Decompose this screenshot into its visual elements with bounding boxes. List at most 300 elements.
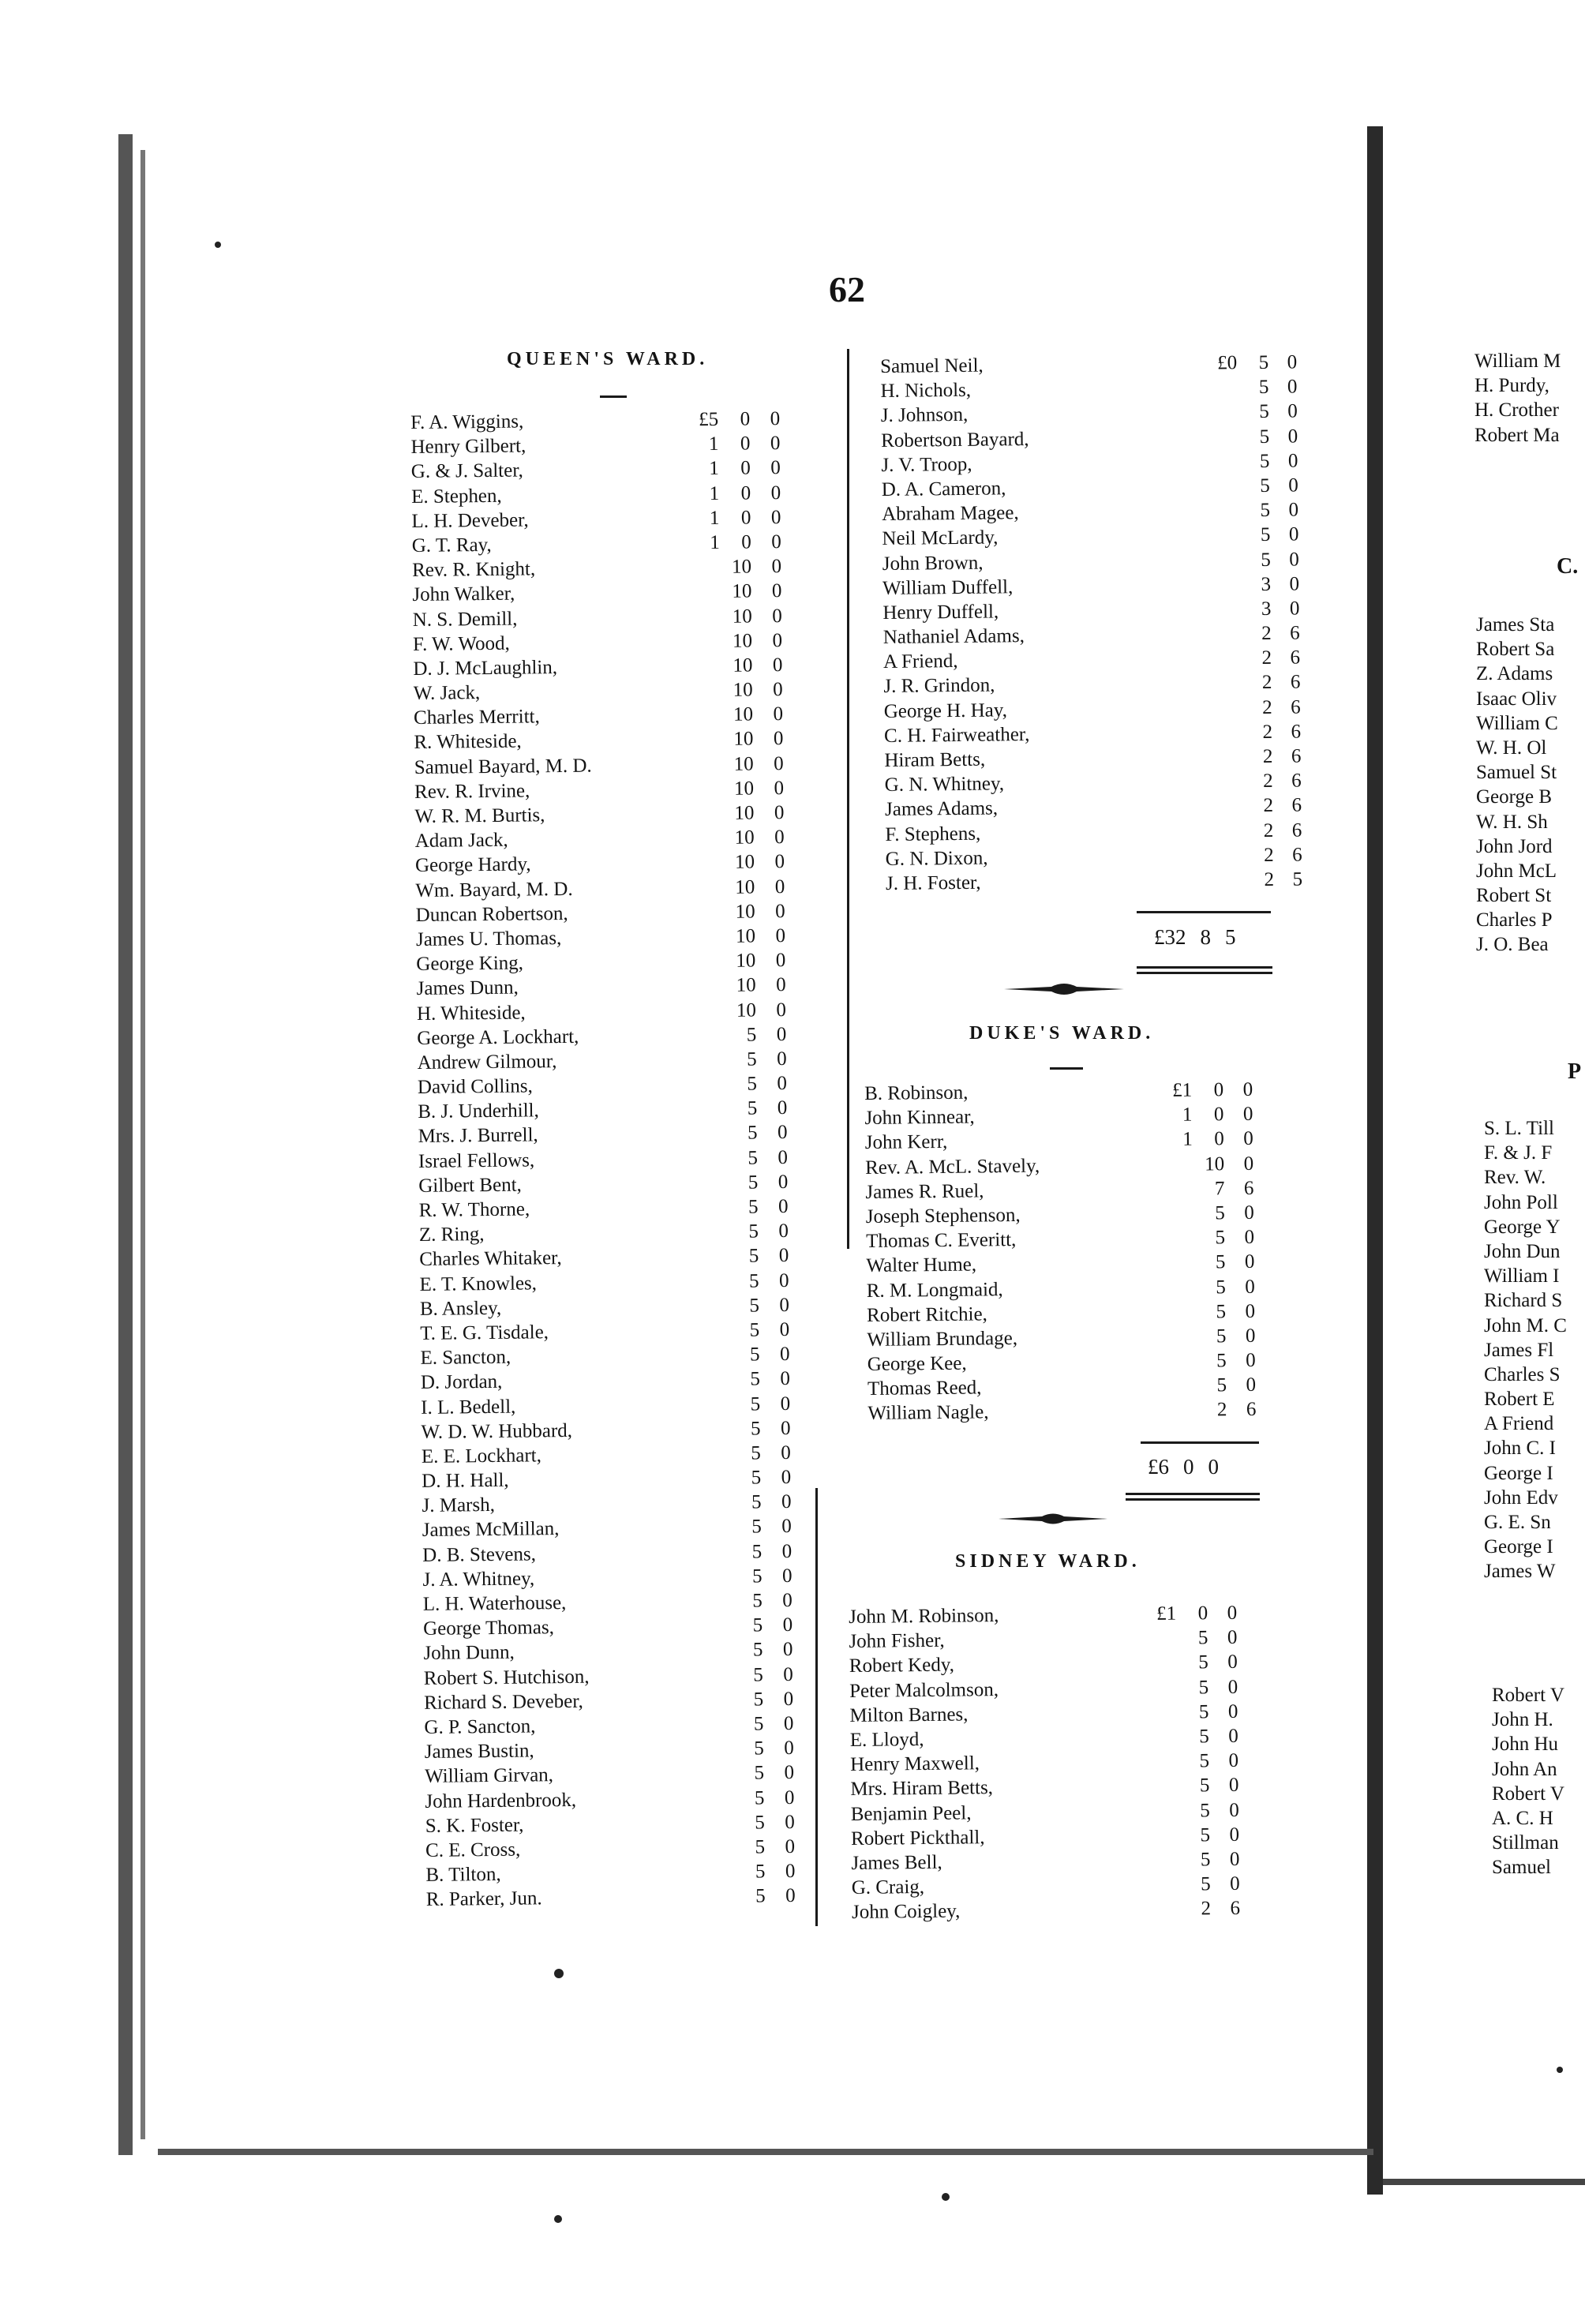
donor-name: E. Stephen, (411, 485, 502, 508)
queens-total-shillings: 8 (1200, 925, 1211, 949)
amount-shillings: 5 (747, 1122, 758, 1145)
facing-page-name: Samuel (1492, 1857, 1551, 1879)
queens-ward-row (415, 874, 810, 902)
amount-shillings: 5 (750, 1368, 761, 1390)
scan-speck (554, 2215, 562, 2223)
donor-name: Samuel Bayard, M. D. (414, 755, 592, 778)
queens-ward-row (422, 1563, 817, 1591)
amount-pence: 0 (1228, 1725, 1238, 1747)
column-rule-upper (847, 349, 849, 1249)
dukes-total-pence: 0 (1208, 1455, 1219, 1479)
amount-shillings: 10 (733, 679, 753, 701)
amount-pence: 0 (1245, 1325, 1256, 1347)
donor-name: James Adams, (884, 797, 999, 821)
amount-shillings: 0 (740, 482, 751, 504)
queens-ward-row (414, 800, 809, 829)
amount-shillings: 5 (1198, 1651, 1208, 1674)
queens-total-double-rule (1137, 966, 1272, 974)
donor-name: R. Parker, Jun. (425, 1887, 542, 1911)
facing-page-name: George Y (1484, 1216, 1561, 1238)
donor-name: J. H. Foster, (885, 872, 981, 894)
amount-shillings: 5 (752, 1614, 763, 1636)
scan-speck (942, 2193, 950, 2201)
left-page-edge (118, 134, 133, 2155)
queens-ward-row (418, 1170, 813, 1198)
amount-shillings: 10 (734, 851, 755, 874)
amount-pence: 0 (1289, 598, 1300, 620)
donor-name: D. J. McLaughlin, (413, 656, 558, 680)
column-rule-lower (815, 1488, 818, 1926)
donor-name: James R. Ruel, (865, 1180, 984, 1203)
amount-shillings: 5 (1260, 524, 1271, 546)
amount-shillings: 5 (750, 1418, 761, 1440)
amount-pence: 6 (1290, 647, 1301, 669)
donor-name: Robert Kedy, (849, 1654, 955, 1677)
amount-pence: 0 (785, 1811, 795, 1833)
amount-shillings: 5 (751, 1442, 761, 1464)
facing-page-name: A Friend (1484, 1413, 1554, 1435)
amount-pence: 0 (783, 1688, 794, 1710)
facing-page-name: John Dun (1484, 1240, 1561, 1262)
amount-shillings: 5 (1215, 1227, 1226, 1249)
amount-pence: 0 (784, 1737, 794, 1760)
donor-name: W. D. W. Hubbard, (421, 1419, 573, 1443)
donor-name: Henry Gilbert, (410, 435, 526, 459)
donor-name: William Nagle, (867, 1401, 989, 1425)
amount-pence: 0 (770, 408, 781, 430)
amount-pence: 0 (770, 482, 781, 504)
amount-shillings: 10 (734, 802, 755, 824)
donor-name: Adam Jack, (414, 829, 508, 853)
dukes-total-rule (1141, 1441, 1259, 1444)
donor-name: Henry Maxwell, (849, 1752, 980, 1776)
queens-ward-row (411, 480, 806, 508)
amount-shillings: 2 (1216, 1399, 1227, 1421)
donor-name: Walter Hume, (866, 1254, 977, 1277)
donor-name: Joseph Stephenson, (865, 1204, 1021, 1228)
donor-name: J. V. Troop, (881, 453, 972, 476)
donor-name: Mrs. J. Burrell, (418, 1124, 538, 1148)
amount-shillings: 5 (1260, 474, 1270, 497)
facing-page-name: Robert V (1492, 1782, 1564, 1805)
amount-pounds: £1 (1171, 1079, 1193, 1101)
amount-shillings: 5 (1200, 1799, 1210, 1821)
amount-pence: 0 (785, 1861, 796, 1883)
facing-page-name: George I (1484, 1462, 1553, 1484)
facing-page-block-3 (1484, 1116, 1585, 1584)
amount-shillings: 10 (735, 901, 755, 923)
donor-name: N. S. Demill, (412, 608, 518, 631)
amount-shillings: 5 (748, 1147, 759, 1169)
amount-shillings: 5 (752, 1590, 763, 1612)
queens-ward-row (422, 1441, 816, 1469)
donor-name: R. M. Longmaid, (866, 1278, 1003, 1302)
donor-name: C. H. Fairweather, (883, 723, 1030, 747)
amount-shillings: 5 (748, 1196, 759, 1218)
donor-name: J. Marsh, (422, 1494, 496, 1517)
amount-shillings: 0 (740, 507, 751, 529)
amount-pence: 0 (774, 827, 785, 849)
queens-ward-row (419, 1268, 814, 1296)
dukes-total-double-rule (1126, 1493, 1260, 1501)
queens-ward-row (418, 1096, 812, 1124)
queens-ward-row (422, 1465, 816, 1494)
amount-shillings: 0 (740, 457, 751, 479)
amount-shillings: 5 (749, 1344, 760, 1366)
queens-ward-row (417, 973, 811, 1001)
queens-ward-row (422, 1539, 817, 1567)
amount-pence: 6 (1291, 819, 1302, 842)
queens-ward-row (415, 825, 810, 853)
amount-pence: 0 (1243, 1128, 1253, 1150)
queens-ward-row (414, 702, 808, 730)
amount-shillings: 10 (736, 999, 757, 1021)
amount-shillings: 2 (1262, 696, 1272, 718)
amount-pence: 0 (785, 1835, 796, 1858)
amount-shillings: 2 (1262, 745, 1273, 767)
amount-shillings: 5 (750, 1393, 761, 1415)
donor-name: Z. Ring, (418, 1224, 485, 1246)
amount-shillings: 2 (1201, 1898, 1212, 1920)
amount-shillings: 5 (754, 1737, 764, 1760)
amount-pence: 0 (780, 1417, 791, 1439)
donor-name: Richard S. Deveber, (424, 1690, 583, 1714)
donor-name: I. L. Bedell, (421, 1396, 516, 1419)
amount-pounds: 1 (1182, 1104, 1193, 1126)
donor-name: John Kerr, (864, 1131, 948, 1154)
amount-pence: 0 (770, 433, 781, 455)
queens-ward-row (414, 776, 809, 804)
amount-shillings: 5 (1259, 450, 1270, 472)
amount-shillings: 10 (732, 630, 753, 652)
facing-page-name: W. H. Sh (1476, 811, 1548, 833)
donor-name: William Girvan, (424, 1764, 554, 1788)
donor-name: John Dunn, (423, 1642, 515, 1665)
donor-name: Rev. R. Irvine, (414, 780, 530, 803)
amount-shillings: 5 (754, 1786, 765, 1809)
amount-pounds: 1 (709, 458, 719, 480)
scan-speck (215, 242, 221, 248)
queens-ward-row (422, 1490, 816, 1518)
amount-shillings: 5 (749, 1295, 760, 1317)
amount-shillings: 0 (1213, 1079, 1224, 1101)
donor-name: G. P. Sancton, (424, 1715, 536, 1738)
amount-pence: 0 (1244, 1201, 1254, 1224)
amount-pence: 0 (770, 506, 781, 528)
donor-name: D. H. Hall, (422, 1469, 509, 1492)
amount-pence: 0 (1287, 450, 1298, 472)
amount-shillings: 5 (751, 1516, 762, 1538)
queens-ward-row (410, 407, 805, 435)
facing-page-heading-c: C. (1557, 554, 1579, 579)
donor-name: John Hardenbrook, (425, 1789, 577, 1812)
donor-name: S. K. Foster, (425, 1814, 524, 1837)
queens-ward-row (414, 726, 808, 755)
facing-page-name: Charles S (1484, 1363, 1561, 1385)
amount-pence: 0 (1288, 499, 1299, 521)
amount-pence: 0 (1287, 351, 1298, 373)
amount-shillings: 5 (748, 1269, 759, 1292)
queens-ward-row (411, 455, 806, 484)
donor-name: J. R. Grindon, (883, 674, 995, 698)
facing-page-name: S. L. Till (1484, 1118, 1554, 1139)
amount-pence: 0 (779, 1318, 790, 1341)
facing-page-name: Stillman (1492, 1832, 1559, 1854)
amount-pence: 0 (1242, 1104, 1253, 1126)
facing-page-name: John Edv (1484, 1486, 1558, 1509)
queens-ward-rule (600, 395, 627, 398)
amount-shillings: 5 (1261, 549, 1271, 571)
gutter-shadow (1367, 126, 1383, 2195)
amount-shillings: 5 (1199, 1775, 1210, 1797)
donor-name: D. Jordan, (420, 1371, 503, 1394)
queens-ward-row (415, 849, 810, 878)
facing-page-name: James W (1484, 1561, 1556, 1583)
amount-shillings: 2 (1264, 844, 1274, 866)
amount-pence: 0 (1245, 1300, 1256, 1322)
amount-pence: 0 (772, 629, 783, 651)
donor-name: L. H. Waterhouse, (422, 1592, 567, 1615)
donor-name: Wm. Bayard, M. D. (415, 878, 573, 901)
facing-page-name: John Hu (1492, 1734, 1559, 1756)
amount-pounds: £1 (1156, 1602, 1177, 1625)
amount-pence: 6 (1291, 770, 1302, 792)
section-ornament (1004, 980, 1124, 998)
queens-ward-row (425, 1760, 819, 1789)
scan-speck (554, 1969, 564, 1978)
queens-ward-row (411, 505, 806, 534)
amount-shillings: 10 (736, 950, 756, 972)
amount-pence: 0 (773, 703, 784, 725)
amount-pence: 0 (783, 1663, 793, 1685)
queens-ward-row (418, 1120, 812, 1149)
donor-name: E. Sancton, (420, 1346, 511, 1370)
donor-name: George King, (416, 952, 524, 976)
amount-pence: 0 (780, 1393, 791, 1415)
amount-shillings: 10 (732, 605, 752, 628)
donor-name: George H. Hay, (883, 699, 1008, 722)
donor-name: R. Whiteside, (414, 730, 522, 754)
amount-shillings: 2 (1263, 770, 1273, 793)
facing-page-name: William I (1484, 1265, 1560, 1288)
queens-ward-row (425, 1859, 820, 1887)
donor-name: D. A. Cameron, (881, 478, 1006, 500)
facing-page-block-1 (1474, 349, 1585, 448)
scan-speck (1557, 2067, 1563, 2073)
dukes-total-shillings: 0 (1183, 1455, 1194, 1479)
queens-ward-total (1154, 925, 1250, 950)
amount-shillings: 5 (754, 1762, 765, 1784)
donor-name: Israel Fellows, (418, 1149, 535, 1172)
amount-pence: 0 (1246, 1374, 1257, 1396)
facing-page-name: William M (1474, 350, 1561, 372)
amount-shillings: 2 (1261, 647, 1272, 669)
donor-name: Charles Merritt, (413, 706, 540, 729)
amount-pence: 0 (1243, 1153, 1254, 1175)
facing-page-name: Robert E (1484, 1389, 1555, 1411)
amount-shillings: 5 (1201, 1873, 1211, 1895)
donor-name: Robert S. Hutchison, (423, 1666, 590, 1689)
donor-name: James U. Thomas, (415, 927, 562, 950)
facing-page-name: Rev. W. (1484, 1167, 1546, 1189)
queens-ward-row (413, 628, 807, 656)
facing-page-name: A. C. H (1492, 1807, 1553, 1829)
amount-shillings: 10 (731, 556, 752, 578)
amount-shillings: 7 (1214, 1177, 1225, 1200)
donor-name: Peter Malcolmson, (849, 1678, 999, 1702)
amount-shillings: 5 (1260, 499, 1271, 522)
facing-page-name: Robert St (1476, 885, 1552, 907)
facing-page-name: W. H. Ol (1476, 737, 1547, 759)
queens-ward-row (425, 1835, 820, 1863)
amount-shillings: 10 (733, 778, 755, 800)
amount-pence: 0 (1246, 1349, 1256, 1372)
amount-pounds: 1 (710, 531, 720, 553)
queens-ward-row (416, 898, 811, 927)
amount-pence: 6 (1290, 671, 1301, 694)
donor-name: George A. Lockhart, (417, 1025, 579, 1049)
amount-pounds: £5 (699, 408, 719, 431)
amount-pence: 0 (775, 950, 786, 972)
amount-shillings: 5 (746, 1048, 757, 1070)
amount-pence: 0 (1289, 573, 1300, 595)
amount-pence: 5 (1292, 868, 1303, 890)
facing-page-name: Richard S (1484, 1290, 1563, 1312)
queens-ward-row (410, 431, 805, 459)
donor-name: B. Tilton, (425, 1863, 501, 1886)
queens-ward-row (420, 1292, 815, 1321)
sidney-ward-row (852, 1896, 1262, 1925)
donor-name: Samuel Neil, (880, 354, 984, 377)
donor-name: E. Lloyd, (849, 1728, 924, 1751)
queens-total-pounds: £32 (1154, 925, 1186, 949)
amount-pence: 0 (1228, 1749, 1239, 1772)
amount-pence: 6 (1291, 794, 1302, 816)
amount-pounds: 1 (709, 482, 720, 504)
donor-name: Thomas Reed, (867, 1377, 982, 1400)
queens-ward-row (418, 1145, 813, 1173)
amount-pence: 0 (1229, 1799, 1239, 1821)
amount-shillings: 5 (1216, 1300, 1227, 1323)
amount-shillings: 2 (1263, 795, 1274, 817)
amount-pence: 0 (781, 1516, 792, 1538)
donor-name: James Bustin, (424, 1740, 534, 1764)
donor-name: J. A. Whitney, (422, 1568, 535, 1591)
amount-pence: 0 (780, 1368, 791, 1390)
donor-name: Rev. R. Knight, (411, 558, 536, 582)
queens-ward-row (419, 1219, 814, 1247)
amount-pence: 0 (778, 1269, 789, 1291)
donor-name: Benjamin Peel, (850, 1801, 972, 1825)
amount-pence: 0 (784, 1786, 795, 1809)
amount-pence: 0 (778, 1196, 789, 1218)
amount-shillings: 10 (735, 925, 756, 947)
amount-pence: 0 (776, 1023, 787, 1045)
amount-pence: 0 (771, 556, 782, 578)
facing-page-name: Isaac Oliv (1476, 688, 1557, 710)
amount-pence: 0 (776, 999, 787, 1021)
amount-shillings: 5 (1216, 1325, 1227, 1348)
facing-page-name: Charles P (1476, 909, 1553, 931)
amount-pence: 0 (771, 531, 781, 553)
amount-shillings: 10 (733, 728, 754, 751)
amount-shillings: 10 (733, 753, 754, 775)
facing-page-name: H. Purdy, (1474, 375, 1549, 397)
queens-ward-row (419, 1243, 814, 1272)
right-page-bottom-edge (1383, 2179, 1585, 2185)
amount-pence: 6 (1230, 1898, 1241, 1920)
queens-ward-list (410, 407, 821, 1913)
donor-name: Rev. A. McL. Stavely, (865, 1155, 1040, 1179)
donor-name: George Thomas, (423, 1617, 555, 1640)
amount-pence: 0 (1244, 1251, 1255, 1273)
amount-pence: 0 (1287, 425, 1298, 448)
donor-name: F. Stephens, (885, 823, 981, 845)
amount-pence: 0 (785, 1885, 796, 1907)
amount-shillings: 5 (753, 1663, 763, 1686)
facing-page-name: F. & J. F (1484, 1142, 1553, 1164)
amount-pence: 0 (773, 728, 784, 750)
donor-name: B. Ansley, (419, 1297, 502, 1320)
amount-shillings: 5 (1258, 351, 1269, 373)
amount-pence: 0 (775, 925, 786, 947)
queens-ward-row (413, 653, 807, 681)
amount-pence: 0 (777, 1073, 788, 1095)
amount-shillings: 5 (747, 1097, 758, 1119)
dukes-ward-title: DUKE'S WARD. (969, 1023, 1155, 1044)
amount-shillings: 5 (1259, 401, 1269, 423)
donor-name: C. E. Cross, (425, 1839, 521, 1861)
amount-pence: 0 (783, 1712, 794, 1735)
donor-name: F. A. Wiggins, (410, 410, 524, 433)
donor-name: G. T. Ray, (411, 534, 492, 557)
amount-shillings: 5 (1199, 1750, 1210, 1772)
queens-ward-row (425, 1809, 820, 1838)
amount-pence: 0 (776, 1048, 787, 1070)
amount-shillings: 2 (1263, 819, 1274, 842)
amount-shillings: 5 (751, 1467, 762, 1489)
facing-page-name: G. E. Sn (1484, 1512, 1551, 1533)
amount-shillings: 10 (733, 703, 754, 725)
amount-shillings: 5 (1215, 1251, 1226, 1273)
amount-shillings: 5 (753, 1689, 764, 1711)
page-number: 62 (829, 269, 865, 309)
amount-pence: 6 (1246, 1399, 1257, 1421)
facing-page-name: John H. (1492, 1709, 1553, 1731)
queens-total-rule (1137, 911, 1271, 913)
donor-name: Neil McLardy, (882, 527, 999, 550)
dukes-ward-total (1148, 1455, 1233, 1479)
donor-name: James McMillan, (422, 1518, 560, 1542)
queens-ward-row (417, 1021, 811, 1050)
amount-pence: 0 (1244, 1226, 1255, 1249)
queens-ward-row (423, 1588, 818, 1617)
queens-ward-row (412, 530, 807, 558)
amount-pence: 0 (1229, 1848, 1240, 1870)
amount-pence: 0 (781, 1565, 792, 1587)
queens-ward-row (423, 1613, 818, 1641)
donor-name: H. Nichols, (880, 379, 972, 403)
amount-shillings: 5 (755, 1836, 766, 1858)
donor-name: James Bell, (851, 1851, 942, 1874)
donor-name: Robert Ritchie, (866, 1303, 987, 1326)
amount-shillings: 10 (736, 974, 756, 997)
donor-name: F. W. Wood, (412, 632, 510, 655)
donor-name: John Walker, (412, 583, 515, 606)
donor-name: John M. Robinson, (849, 1605, 999, 1628)
queens-ward-continued-row (886, 867, 1328, 896)
amount-pence: 0 (772, 605, 782, 627)
